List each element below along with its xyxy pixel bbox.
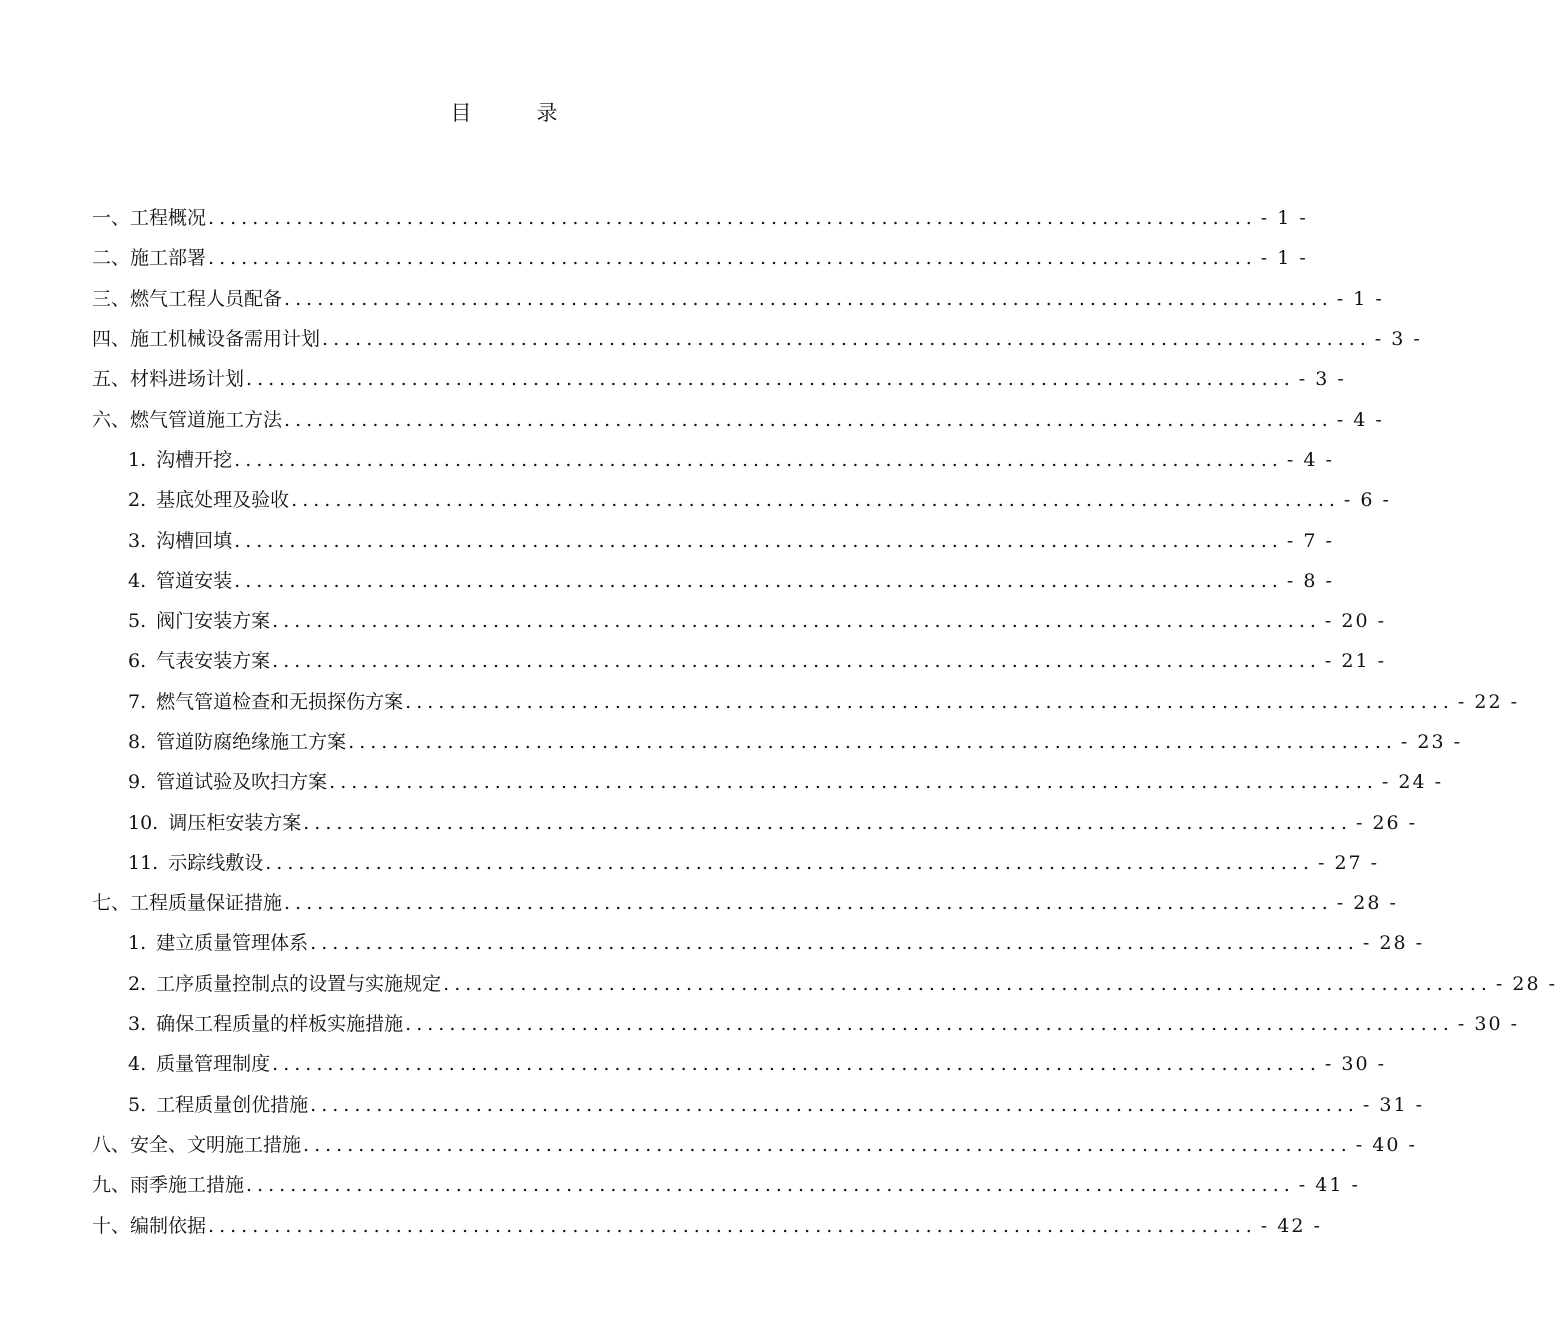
- toc-entry-page-number: - 42 -: [1260, 1214, 1322, 1237]
- toc-entry-number: 1.: [128, 448, 147, 471]
- toc-entry-number: 11.: [128, 851, 159, 874]
- toc-entry[interactable]: [92, 641, 1387, 681]
- toc-entry-page-number: - 30 -: [1457, 1013, 1520, 1036]
- page-title: 目 录: [450, 101, 580, 125]
- toc-entry[interactable]: [92, 722, 1463, 762]
- toc-entry-title: 沟槽开挖: [156, 448, 233, 471]
- toc-entry-number: 8.: [128, 731, 147, 753]
- toc-entry-leader-dots: ...............................................................................................: [405, 1013, 1454, 1036]
- toc-entry-number: 4.: [128, 569, 147, 592]
- toc-entry-page-number: - 21 -: [1324, 650, 1387, 673]
- toc-entry[interactable]: [92, 1004, 1520, 1044]
- toc-entry-number: 八、: [92, 1133, 131, 1156]
- toc-entry[interactable]: [92, 883, 1398, 923]
- toc-entry-number: 10.: [128, 811, 159, 834]
- toc-entry-number: 6.: [128, 650, 147, 673]
- toc-entry-title: 调压柜安装方案: [168, 811, 302, 834]
- toc-entry[interactable]: [92, 964, 1557, 1004]
- toc-entry-number: 2.: [128, 489, 147, 512]
- toc-entry-page-number: - 1 -: [1260, 207, 1308, 230]
- toc-entry-leader-dots: ...............................................................................................: [303, 811, 1352, 834]
- toc-entry-title: 材料进场计划: [130, 368, 245, 391]
- toc-entry-leader-dots: ...............................................................................................: [310, 932, 1359, 955]
- toc-entry-title: 燃气工程人员配备: [130, 287, 283, 310]
- toc-entry-leader-dots: ...............................................................................................: [291, 489, 1340, 512]
- toc-entry-page-number: - 8 -: [1286, 569, 1334, 592]
- toc-entry-leader-dots: ...............................................................................................: [246, 368, 1295, 391]
- toc-entry[interactable]: [92, 1125, 1417, 1165]
- toc-entry-title: 示踪线敷设: [168, 851, 264, 874]
- toc-entry-page-number: - 26 -: [1356, 811, 1418, 834]
- toc-entry-title: 工程质量保证措施: [130, 892, 283, 915]
- toc-entry-title: 燃气管道施工方法: [130, 408, 283, 431]
- toc-list: [92, 198, 1557, 1246]
- toc-entry-leader-dots: ...............................................................................................: [284, 892, 1333, 915]
- toc-entry-number: 七、: [92, 892, 131, 915]
- toc-entry-page-number: - 3 -: [1374, 328, 1422, 351]
- toc-entry[interactable]: [92, 198, 1308, 238]
- toc-entry-page-number: - 22 -: [1457, 690, 1520, 713]
- toc-entry-leader-dots: ...............................................................................................: [310, 1093, 1359, 1116]
- toc-entry-number: 五、: [92, 368, 131, 391]
- toc-entry-title: 沟槽回填: [156, 529, 233, 552]
- toc-entry-number: 5.: [128, 1093, 147, 1116]
- toc-entry-title: 管道安装: [156, 569, 233, 592]
- toc-entry[interactable]: [92, 319, 1422, 359]
- toc-entry-page-number: - 27 -: [1318, 851, 1380, 874]
- toc-entry-page-number: - 24 -: [1381, 771, 1444, 794]
- toc-entry-title: 管道防腐绝缘施工方案: [156, 731, 347, 753]
- toc-entry[interactable]: [92, 1165, 1360, 1205]
- toc-entry-number: 9.: [128, 771, 147, 794]
- toc-entry-title: 施工部署: [130, 247, 207, 270]
- toc-entry-number: 二、: [92, 247, 131, 270]
- toc-entry[interactable]: [92, 762, 1444, 802]
- toc-entry-leader-dots: ...............................................................................................: [208, 207, 1257, 230]
- toc-entry[interactable]: [92, 561, 1334, 601]
- toc-entry-title: 基底处理及验收: [156, 489, 290, 512]
- toc-entry[interactable]: [92, 399, 1384, 439]
- toc-entry-page-number: - 28 -: [1362, 932, 1425, 955]
- toc-entry-leader-dots: ...............................................................................................: [272, 650, 1321, 673]
- toc-entry-leader-dots: ...............................................................................................: [272, 610, 1321, 633]
- toc-entry[interactable]: [92, 843, 1380, 883]
- toc-entry-page-number: - 1 -: [1336, 287, 1384, 310]
- toc-entry-number: 六、: [92, 408, 131, 431]
- toc-entry[interactable]: [92, 682, 1520, 722]
- toc-entry-page-number: - 28 -: [1495, 972, 1557, 995]
- toc-entry-leader-dots: ...............................................................................................: [246, 1174, 1295, 1197]
- toc-entry-leader-dots: ...............................................................................................: [443, 972, 1492, 995]
- toc-entry-title: 确保工程质量的样板实施措施: [156, 1013, 404, 1036]
- toc-entry-page-number: - 23 -: [1400, 731, 1463, 753]
- toc-entry-page-number: - 4 -: [1286, 448, 1334, 471]
- toc-entry-number: 3.: [128, 529, 147, 552]
- toc-entry-leader-dots: ...............................................................................................: [348, 731, 1397, 753]
- toc-entry[interactable]: [92, 601, 1387, 641]
- toc-entry-number: 4.: [128, 1053, 147, 1076]
- toc-entry[interactable]: [92, 1044, 1387, 1084]
- toc-entry-page-number: - 1 -: [1260, 247, 1308, 270]
- toc-entry-leader-dots: ...............................................................................................: [405, 690, 1454, 713]
- toc-entry-leader-dots: ...............................................................................................: [284, 408, 1333, 431]
- toc-entry-title: 工程概况: [130, 207, 207, 230]
- toc-entry-leader-dots: ...............................................................................................: [234, 529, 1283, 552]
- toc-entry[interactable]: [92, 923, 1425, 963]
- toc-entry-leader-dots: ...............................................................................................: [284, 287, 1333, 310]
- toc-entry[interactable]: [92, 279, 1384, 319]
- toc-entry-page-number: - 40 -: [1355, 1133, 1417, 1156]
- toc-entry-number: 5.: [128, 610, 147, 633]
- toc-entry[interactable]: [92, 480, 1391, 520]
- toc-entry-page-number: - 7 -: [1286, 529, 1334, 552]
- toc-entry-leader-dots: ...............................................................................................: [208, 1214, 1257, 1237]
- toc-entry-page-number: - 3 -: [1298, 368, 1346, 391]
- toc-entry-number: 一、: [92, 207, 131, 230]
- toc-entry-number: 7.: [128, 690, 147, 713]
- toc-entry-leader-dots: ...............................................................................................: [234, 569, 1283, 592]
- toc-entry-title: 施工机械设备需用计划: [130, 328, 321, 351]
- toc-entry-leader-dots: ...............................................................................................: [272, 1053, 1321, 1076]
- toc-entry-number: 3.: [128, 1013, 147, 1036]
- toc-entry-page-number: - 20 -: [1324, 610, 1387, 633]
- toc-entry-leader-dots: ...............................................................................................: [303, 1133, 1352, 1156]
- toc-entry-title: 雨季施工措施: [130, 1174, 245, 1197]
- toc-entry-title: 质量管理制度: [156, 1053, 271, 1076]
- toc-entry-title: 工程质量创优措施: [156, 1093, 309, 1116]
- toc-entry-number: 三、: [92, 287, 131, 310]
- toc-entry-page-number: - 30 -: [1324, 1053, 1387, 1076]
- toc-entry-page-number: - 6 -: [1343, 489, 1391, 512]
- toc-entry[interactable]: [92, 440, 1334, 480]
- toc-entry[interactable]: [92, 359, 1346, 399]
- toc-entry-number: 1.: [128, 932, 147, 955]
- toc-entry-title: 阀门安装方案: [156, 610, 271, 633]
- toc-entry-title: 管道试验及吹扫方案: [156, 771, 328, 794]
- toc-entry-page-number: - 41 -: [1298, 1174, 1360, 1197]
- toc-entry-page-number: - 4 -: [1336, 408, 1384, 431]
- toc-entry-number: 十、: [92, 1214, 131, 1237]
- toc-entry[interactable]: [92, 1085, 1425, 1125]
- toc-entry-page-number: - 31 -: [1362, 1093, 1425, 1116]
- toc-entry-leader-dots: ...............................................................................................: [234, 448, 1283, 471]
- toc-entry-number: 九、: [92, 1174, 131, 1197]
- toc-entry-title: 安全、文明施工措施: [130, 1133, 302, 1156]
- toc-entry-title: 建立质量管理体系: [156, 932, 309, 955]
- toc-entry[interactable]: [92, 520, 1334, 560]
- toc-entry[interactable]: [92, 1205, 1322, 1245]
- toc-entry-number: 2.: [128, 972, 147, 995]
- toc-entry[interactable]: [92, 238, 1308, 278]
- toc-entry-title: 工序质量控制点的设置与实施规定: [156, 972, 442, 995]
- toc-entry-title: 燃气管道检查和无损探伤方案: [156, 690, 404, 713]
- toc-entry-title: 气表安装方案: [156, 650, 271, 673]
- toc-entry-title: 编制依据: [130, 1214, 207, 1237]
- toc-entry[interactable]: [92, 802, 1418, 842]
- toc-entry-number: 四、: [92, 328, 131, 351]
- toc-entry-leader-dots: ...............................................................................................: [322, 328, 1371, 351]
- toc-entry-leader-dots: ...............................................................................................: [265, 851, 1314, 874]
- toc-entry-page-number: - 28 -: [1336, 892, 1398, 915]
- toc-entry-leader-dots: ...............................................................................................: [329, 771, 1378, 794]
- toc-entry-leader-dots: ...............................................................................................: [208, 247, 1257, 270]
